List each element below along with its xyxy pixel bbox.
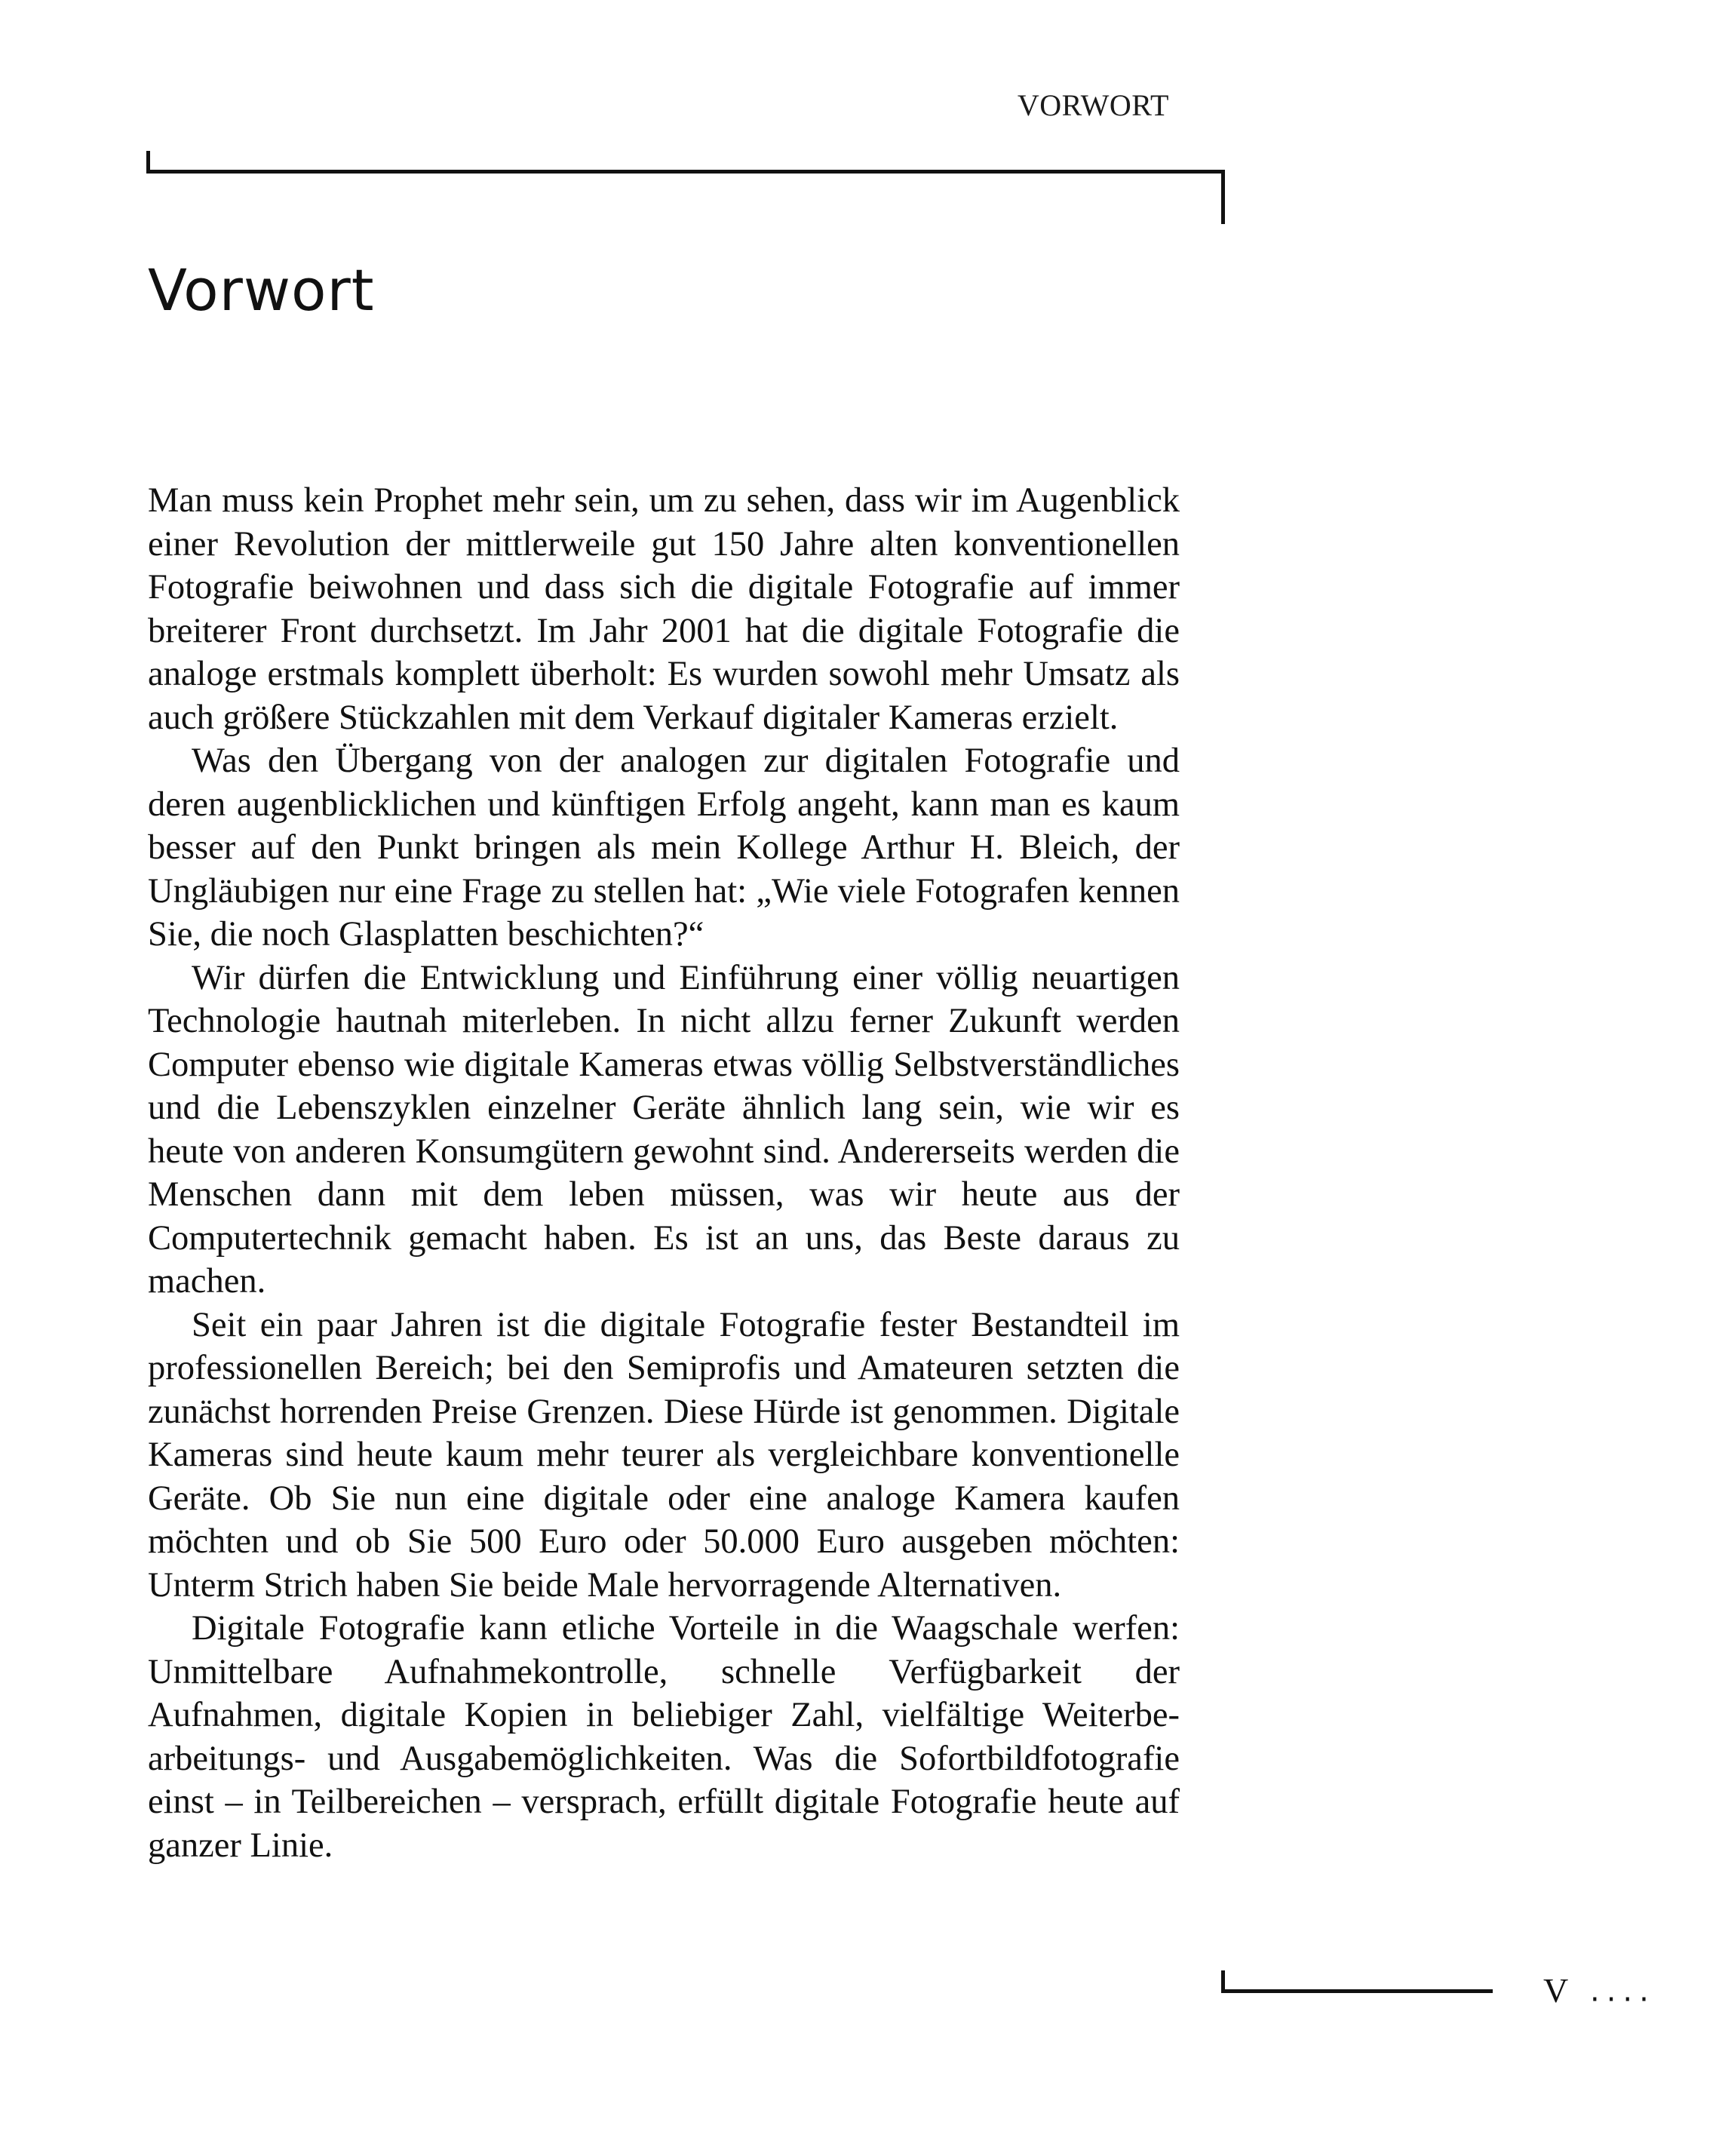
page-number: V [1543,1971,1569,2010]
paragraph-4: Seit ein paar Jahren ist die digitale Fotografie fester Bestandteil im professionellen Bereich; bei den Semiprofis und Amateuren setzten die zunächst horrenden Preise Grenzen. Diese Hürde ist genommen. Digitale Kameras sind heute kaum mehr teurer als vergleichbare konventionelle Geräte. Ob Sie nun eine digitale oder eine analoge Kamera kaufen möchten und ob Sie 500 Euro oder 50.000 Euro ausgeben möchten: Unterm Strich haben Sie beide Male hervorragende Alternativen. [148,1305,1180,1605]
paragraph-1: Man muss kein Prophet mehr sein, um zu sehen, dass wir im Augenblick einer Revolution der mittlerweile gut 150 Jahre alten konventionellen Fotografie beiwohnen und dass sich die digitale Fotografie auf immer breiterer Front durchsetzt. Im Jahr 2001 hat die digitale Fotografie die analoge erstmals komplett überholt: Es wurden sowohl mehr Umsatz als auch größere Stückzahlen mit dem Verkauf digitaler Kameras erzielt. [148,481,1180,737]
header-rule-left-tick [146,151,150,172]
paragraph-5: Digitale Fotografie kann etliche Vorteile in die Waagschale werfen: Unmittelbare Aufnahmekontrolle, schnelle Verfügbarkeit der Aufnahmen, digitale Kopien in beliebiger Zahl, vielfältige Weiterbearbeitungs- und Ausgabemöglichkeiten. Was die Sofortbildfotografie einst – in Teilbereichen – versprach, erfüllt digitale Fotografie heute auf ganzer Linie. [148,1609,1180,1865]
running-header: VORWORT [1017,88,1169,122]
chapter-title: Vorwort [148,256,375,324]
footer-rule [1221,1989,1493,1993]
paragraph-2: Was den Übergang von der analogen zur digitalen Fotografie und deren augenblicklichen und künftigen Erfolg angeht, kann man es kaum besser auf den Punkt bringen als mein Kollege Arthur H. Bleich, der Ungläubigen nur eine Frage zu stellen hat: „Wie viele Fotografen kennen Sie, die noch Glasplatten beschichten?“ [148,742,1180,954]
header-rule [146,170,1225,174]
body-text [148,479,1180,1867]
paragraph-3: Wir dürfen die Entwicklung und Einführung einer völlig neuartigen Technologie hautnah miterleben. In nicht allzu ferner Zukunft werden Computer ebenso wie digitale Kameras etwas völlig Selbstverständliches und die Lebenszyklen einzelner Geräte ähnlich lang sein, wie wir es heute von anderen Konsumgütern gewohnt sind. Andererseits werden die Menschen dann mit dem leben müssen, was wir heute aus der Computertechnik gemacht haben. Es ist an uns, das Beste daraus zu machen. [148,958,1180,1301]
header-rule-right-tick [1221,170,1225,224]
page-number-dots: ···· [1590,1982,1656,2017]
